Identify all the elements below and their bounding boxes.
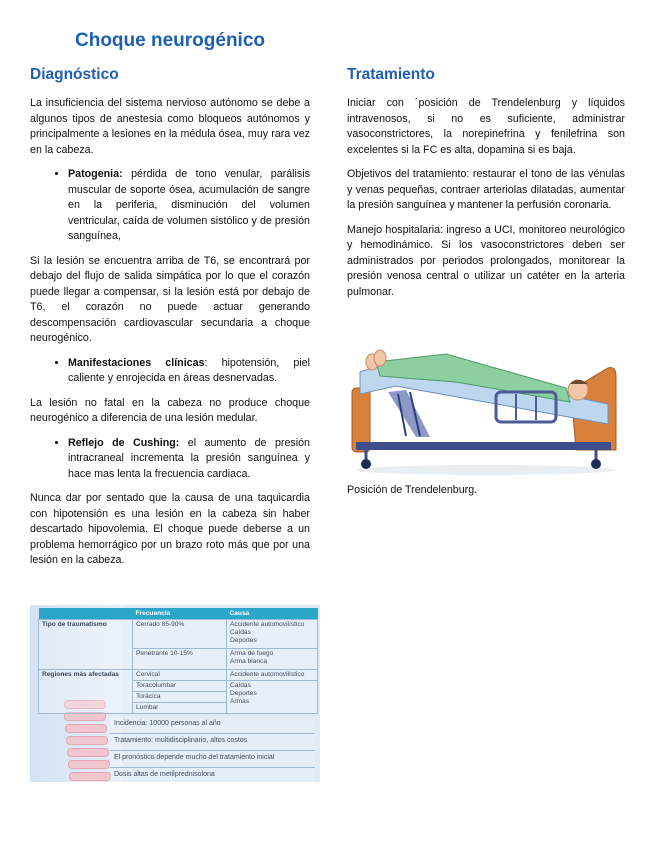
cushing-list (30, 436, 310, 483)
causa-line: Arma de fuego (230, 650, 274, 657)
causa-line: Armas (230, 698, 250, 705)
diagnostico-heading: Diagnóstico (30, 66, 119, 83)
trauma-table (38, 608, 318, 714)
taquicardia-paragraph: Nunca dar por sentado que la causa de una taquicardia con hipotensión es una lesión en la cabeza sin haber descartado hipovolemia. El choque puede deberse a un problema hemorrágico por un brazo roto más que por una lesión en la cabeza. (30, 492, 310, 566)
penetrante-causa-cell (227, 649, 318, 670)
trendelenburg-caption: Posición de Trendelenburg. (347, 484, 478, 496)
table-row (39, 620, 318, 649)
table-header-cell: Causa (227, 608, 318, 620)
causa-line: Caídas (230, 682, 251, 689)
patogenia-text: pérdida de tono venular, parálisis muscular de soporte ósea, acumulación de sangre en la periferia, disminución del volumen ventricular, caída de volumen sistólico y de presión sanguínea, (68, 168, 310, 242)
note-dosis: Dosis altas de metilprednisolona (110, 768, 315, 782)
table-header-cell: Frecuencia (133, 608, 227, 620)
trauma-table-image (30, 605, 320, 782)
vertebra-shape (66, 736, 108, 745)
cushing-label: Reflejo de Cushing: (68, 436, 180, 449)
cerrado-causa-cell (227, 620, 318, 649)
cushing-item (68, 436, 310, 483)
lumbar-cell: Lumbar (133, 703, 227, 714)
table-row (39, 670, 318, 681)
causa-line: Deportes (230, 637, 257, 644)
t6-paragraph: Si la lesión se encuentra arriba de T6, se encontrará por debajo del flujo de salida simpática por lo que el corazón puede llegar a compensar, si la lesión está por debajo de T6, el corazón no puede actuar generando descompensación cardiovascular secundaria a choque neurogénico. (30, 254, 310, 344)
regiones-label: Regiones más afectadas (39, 670, 133, 714)
table-header-cell (39, 608, 133, 620)
toracica-cell: Torácica (133, 692, 227, 703)
penetrante-cell: Penetrante 10-15% (133, 649, 227, 670)
table-notes (110, 717, 315, 782)
tratamiento-heading: Tratamiento (347, 66, 435, 83)
cervical-causa-cell: Accidente automovilístico (227, 670, 318, 681)
cushing-text: el aumento de presión intracraneal incrementa la presión sanguínea y hace mas lenta la frecuencia cardiaca. (68, 436, 310, 480)
manejo-paragraph: Manejo hospitalaria: ingreso a UCI, monitoreo neurológico y hemodinámico. Si los vasoconstrictores deben ser administrados por periodos prolongados, monitorear la presión venosa central o utilizar un catéter en la arteria pulmonar. (347, 223, 625, 298)
vertebra-shape (65, 724, 107, 733)
manifestaciones-item (68, 356, 310, 387)
causa-line: Arma blanca (230, 658, 268, 665)
page-title: Choque neurogénico (75, 30, 265, 51)
toracolumbar-cell: Toracolumbar (133, 681, 227, 692)
vertebra-shape (67, 748, 109, 757)
patogenia-list (30, 167, 310, 245)
objetivos-paragraph: Objetivos del tratamiento: restaurar el tono de las vénulas y venas pequeñas, contraer arteriolas dilatadas, aumentar la presión sanguínea y mantener la perfusión coronaria. (347, 168, 625, 211)
cerrado-cell: Cerrado 85-90% (133, 620, 227, 649)
causa-line: Deportes (230, 690, 257, 697)
note-incidencia: Incidencia: 10000 personas al año (110, 717, 315, 734)
tipo-traumatismo-label: Tipo de traumatismo (39, 620, 133, 670)
manifestaciones-list (30, 356, 310, 387)
tratamiento-column (347, 66, 625, 309)
causa-line: Caídas (230, 629, 251, 636)
diagnostico-column (30, 66, 310, 578)
note-pronostico: El pronóstico depende mucho del tratamiento inicial (110, 751, 315, 768)
manifestaciones-label: Manifestaciones clínicas (68, 356, 205, 369)
note-tratamiento: Tratamiento: multidisciplinario, altos costos (110, 734, 315, 751)
vertebra-shape (68, 760, 110, 769)
cervical-cell: Cervical (133, 670, 227, 681)
intro-paragraph: La insuficiencia del sistema nervioso autónomo se debe a algunos tipos de anestesia como bloqueos autónomos y principalmente a lesiones en la médula ósea, muy rara vez en la cabeza. (30, 97, 310, 156)
table-header-row (39, 608, 318, 620)
otras-causa-cell (227, 681, 318, 714)
trendelenburg-bed-illustration (346, 332, 621, 477)
manifestaciones-text: : hipotensión, piel caliente y enrojecida en áreas desnervadas. (68, 356, 310, 384)
cabeza-paragraph: La lesión no fatal en la cabeza no produce choque neurogénico a diferencia de una lesión medular. (30, 396, 310, 424)
trendelenburg-paragraph: Iniciar con ´posición de Trendelenburg y líquidos intravenosos, si no es suficiente, administrar vasoconstrictores, la norepinefrina y fenilefrina son excelentes si la FC es alta, dopamina si es baja. (347, 97, 625, 156)
causa-line: Accidente automovilístico (230, 621, 305, 628)
patogenia-label: Patogenia: (68, 168, 123, 180)
patogenia-item (68, 167, 310, 245)
vertebra-shape (69, 772, 111, 781)
